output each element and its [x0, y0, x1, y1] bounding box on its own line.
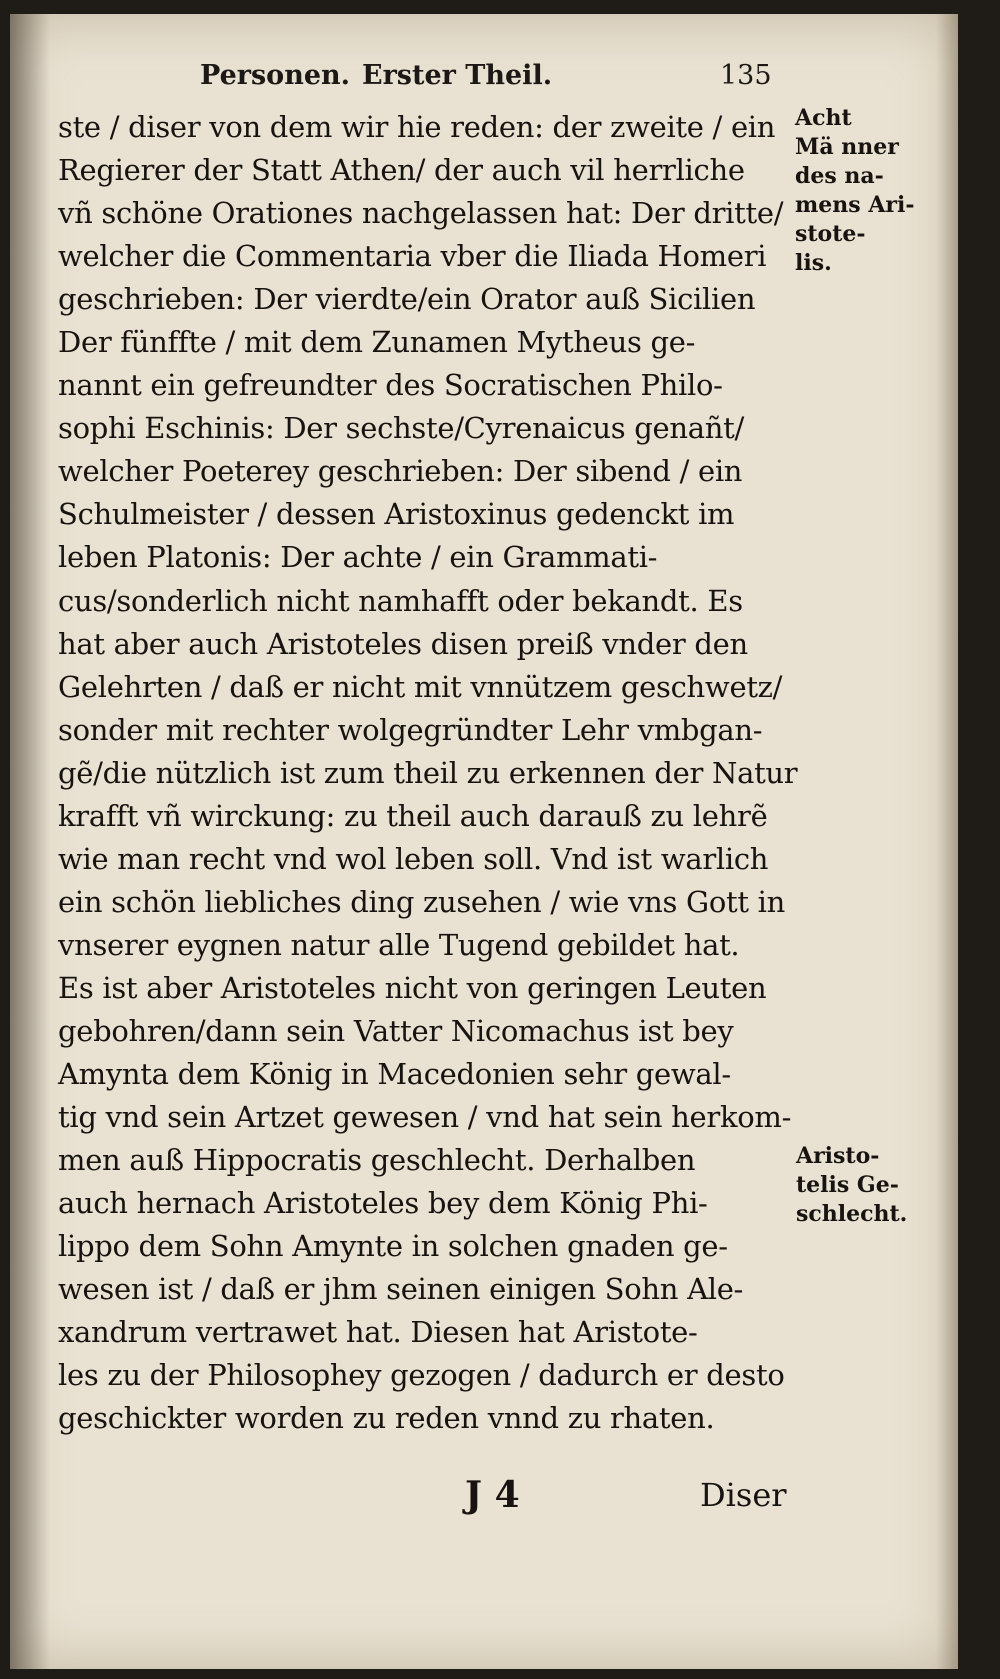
- margin-note-line: stote-: [795, 221, 866, 247]
- text-line: wesen ist / daß er jhm seinen einigen Sohn Ale-: [58, 1272, 744, 1307]
- page-footer: [10, 1474, 958, 1524]
- text-line: Regierer der Statt Athen/ der auch vil herrliche: [58, 153, 745, 188]
- text-line: lippo dem Sohn Amynte in solchen gnaden ge-: [58, 1229, 728, 1264]
- header-title: Erster Theil.: [362, 60, 553, 91]
- text-line: Schulmeister / dessen Aristoxinus gedenckt im: [58, 497, 735, 532]
- text-line: ein schön liebliches ding zusehen / wie vns Gott in: [58, 884, 785, 919]
- text-line: men auß Hippocratis geschlecht. Derhalben: [58, 1143, 696, 1178]
- margin-note-line: lis.: [795, 250, 832, 276]
- text-line: krafft vñ wirckung: zu theil auch darauß zu lehrẽ: [58, 798, 768, 833]
- text-line: geschickter worden zu reden vnnd zu rhaten.: [58, 1401, 715, 1436]
- margin-note-line: telis Ge-: [796, 1172, 899, 1198]
- text-line: nannt ein gefreundter des Socratischen Philo-: [58, 368, 723, 403]
- text-line: welcher die Commentaria vber die Iliada Homeri: [58, 239, 767, 274]
- text-line: wie man recht vnd wol leben soll. Vnd ist warlich: [58, 841, 769, 876]
- margin-note-line: mens Ari-: [795, 192, 915, 218]
- text-line: ste / diser von dem wir hie reden: der zweite / ein: [58, 110, 776, 144]
- text-line: cus/sonderlich nicht namhafft oder bekandt. Es: [58, 583, 743, 618]
- running-header: [200, 60, 772, 104]
- text-line: gẽ/die nützlich ist zum theil zu erkennen der Natur: [58, 755, 798, 790]
- catchword: Diser: [700, 1476, 787, 1514]
- text-line: leben Platonis: Der achte / ein Grammati-: [58, 540, 658, 575]
- margin-note-line: Aristo-: [796, 1143, 880, 1169]
- text-line: Es ist aber Aristoteles nicht von geringen Leuten: [58, 970, 767, 1005]
- margin-note-line: schlecht.: [796, 1201, 908, 1227]
- signature-mark: J 4: [465, 1474, 520, 1516]
- paper-speck: [850, 1059, 858, 1069]
- page-number: 135: [720, 60, 772, 91]
- text-line: gebohren/dann sein Vatter Nicomachus ist bey: [58, 1013, 734, 1048]
- margin-note-line: Mä nner: [795, 134, 899, 160]
- text-line: auch hernach Aristoteles bey dem König Phi-: [58, 1186, 708, 1221]
- text-line: vnserer eygnen natur alle Tugend gebildet hat.: [58, 927, 740, 962]
- text-line: Gelehrten / daß er nicht mit vnnützem geschwetz/: [58, 669, 783, 704]
- text-line: Der fünffte / mit dem Zunamen Mytheus ge-: [58, 325, 696, 360]
- page-edge-shadow: [936, 14, 958, 1669]
- text-line: tig vnd sein Artzet gewesen / vnd hat sein herkom-: [58, 1100, 792, 1135]
- margin-note-acht-maenner: [795, 104, 925, 278]
- text-line: geschrieben: Der vierdte/ein Orator auß Sicilien: [58, 282, 756, 317]
- margin-note-line: Acht: [795, 105, 852, 131]
- text-line: hat aber auch Aristoteles disen preiß vnder den: [58, 626, 748, 661]
- text-line: welcher Poeterey geschrieben: Der sibend / ein: [58, 454, 743, 489]
- text-line: Amynta dem König in Macedonien sehr gewal-: [58, 1057, 731, 1092]
- margin-note-aristotelis-geschlecht: [796, 1142, 926, 1229]
- margin-note-line: des na-: [795, 163, 884, 189]
- main-text-block: [58, 106, 798, 1440]
- gutter-shadow: [10, 14, 50, 1669]
- paper-page: [10, 14, 958, 1669]
- text-line: vñ schöne Orationes nachgelassen hat: Der dritte/: [58, 196, 784, 231]
- header-left: Personen.: [200, 60, 351, 91]
- text-line: xandrum vertrawet hat. Diesen hat Aristote-: [58, 1315, 698, 1350]
- text-line: les zu der Philosophey gezogen / dadurch er desto: [58, 1358, 785, 1393]
- text-line: sonder mit rechter wolgegründter Lehr vmbgan-: [58, 712, 763, 747]
- text-line: sophi Eschinis: Der sechste/Cyrenaicus genañt/: [58, 411, 744, 446]
